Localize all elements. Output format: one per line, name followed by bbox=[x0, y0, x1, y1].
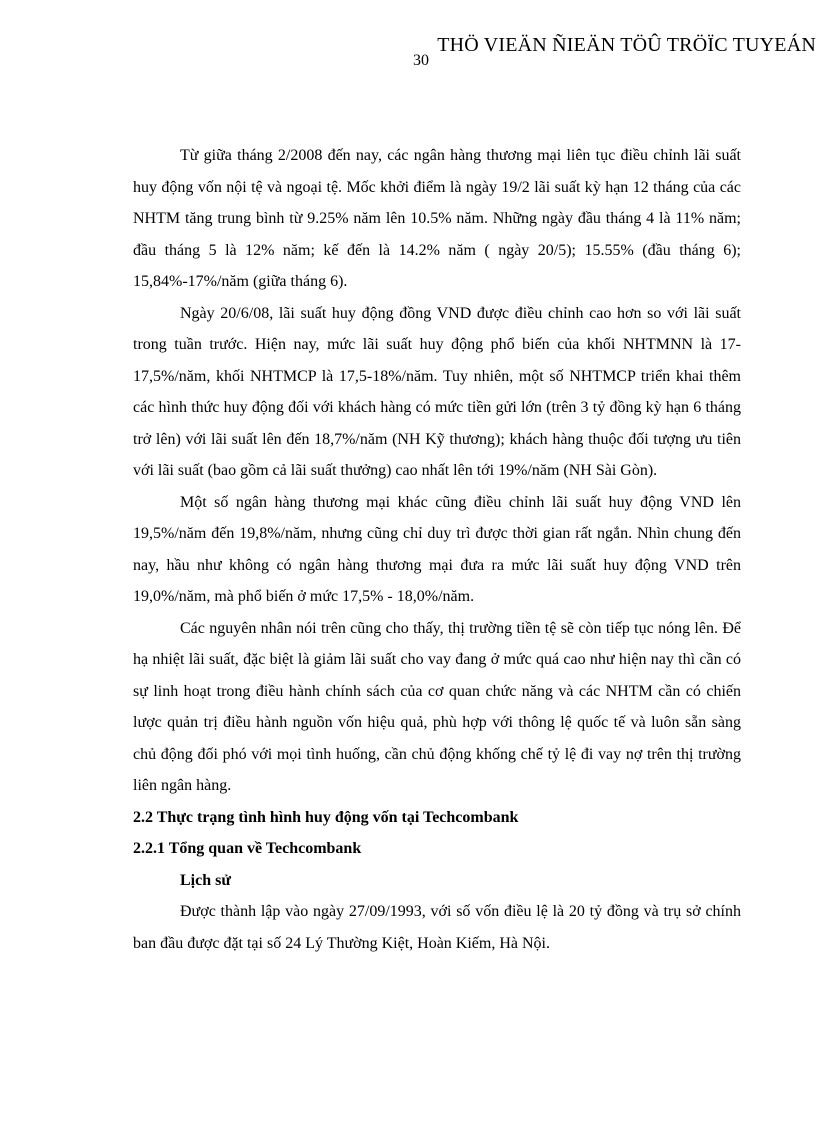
page-number: 30 bbox=[413, 52, 429, 69]
paragraph: Một số ngân hàng thương mại khác cũng điều chỉnh lãi suất huy động VND lên 19,5%/năm đến 19,8%/năm, nhưng cũng chỉ duy trì được thời gian rất ngắn. Nhìn chung đến nay, hầu như không có ngân hàng thương mại đưa ra mức lãi suất huy động VND trên 19,0%/năm, mà phổ biến ở mức 17,5% - 18,0%/năm. bbox=[133, 493, 741, 605]
subheading-history: Lịch sử bbox=[180, 871, 231, 889]
document-body bbox=[133, 140, 741, 959]
library-watermark: THÖ VIEÄN ÑIEÄN TÖÛ TRÖÏC TUYEÁN bbox=[437, 34, 816, 56]
paragraph: Được thành lập vào ngày 27/09/1993, với số vốn điều lệ là 20 tỷ đồng và trụ sở chính ban đầu được đặt tại số 24 Lý Thường Kiệt, Hoàn Kiếm, Hà Nội. bbox=[133, 903, 741, 952]
paragraph: Các nguyên nhân nói trên cũng cho thấy, thị trường tiền tệ sẽ còn tiếp tục nóng lên. Để hạ nhiệt lãi suất, đặc biệt là giảm lãi suất cho vay đang ở mức quá cao như hiện nay thì cần có sự linh hoạt trong điều hành chính sách của cơ quan chức năng và các NHTM cần có chiến lược quản trị điều hành nguồn vốn hiệu quả, phù hợp với thông lệ quốc tế và luôn sẵn sàng chủ động đối phó với mọi tình huống, cần chủ động khống chế tỷ lệ đi vay nợ trên thị trường liên ngân hàng. bbox=[133, 619, 741, 794]
paragraph: Ngày 20/6/08, lãi suất huy động đồng VND được điều chỉnh cao hơn so với lãi suất trong tuần trước. Hiện nay, mức lãi suất huy động phổ biến của khối NHTMNN là 17-17,5%/năm, khối NHTMCP là 17,5-18%/năm. Tuy nhiên, một số NHTMCP triển khai thêm các hình thức huy động đối với khách hàng có mức tiền gửi lớn (trên 3 tỷ đồng kỳ hạn 6 tháng trở lên) với lãi suất lên đến 18,7%/năm (NH Kỹ thương); khách hàng thuộc đối tượng ưu tiên với lãi suất (bao gồm cả lãi suất thưởng) cao nhất lên tới 19%/năm (NH Sài Gòn). bbox=[133, 304, 741, 479]
section-heading: 2.2 Thực trạng tình hình huy động vốn tại Techcombank bbox=[133, 808, 519, 826]
paragraph: Từ giữa tháng 2/2008 đến nay, các ngân hàng thương mại liên tục điều chỉnh lãi suất huy động vốn nội tệ và ngoại tệ. Mốc khởi điểm là ngày 19/2 lãi suất kỳ hạn 12 tháng của các NHTM tăng trung bình từ 9.25% năm lên 10.5% năm. Những ngày đầu tháng 4 là 11% năm; đầu tháng 5 là 12% năm; kế đến là 14.2% năm ( ngày 20/5); 15.55% (đầu tháng 6); 15,84%-17%/năm (giữa tháng 6). bbox=[133, 147, 741, 290]
subsection-heading: 2.2.1 Tổng quan về Techcombank bbox=[133, 840, 362, 857]
